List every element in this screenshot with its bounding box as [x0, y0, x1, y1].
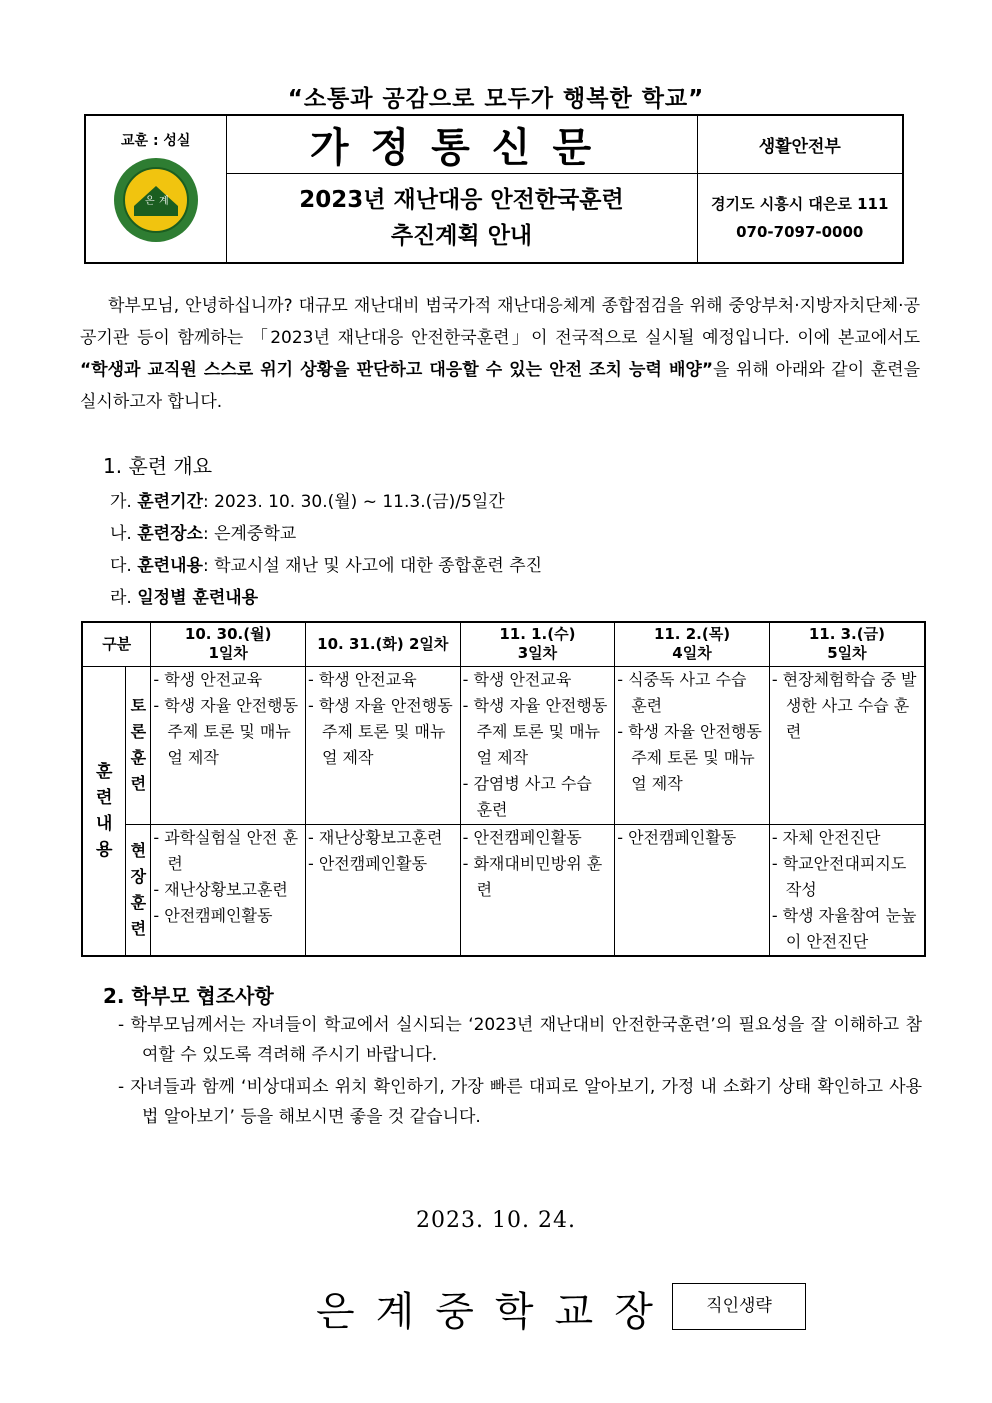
schedule-cell: [615, 666, 770, 824]
subtitle-line1: 2023년 재난대응 안전한국훈련: [299, 187, 624, 213]
logo-cell: [85, 115, 226, 263]
header-day-1: 10. 30.(월) 1일차: [151, 622, 306, 666]
school-seal-icon: [112, 156, 200, 244]
section2-title: 2. 학부모 협조사항: [103, 984, 274, 1008]
seal-omitted-box: 직인생략: [672, 1283, 806, 1330]
item-prefix: 다.: [110, 556, 138, 576]
activity-item: - 학생 자율 안전행동 주제 토론 및 매뉴얼 제작: [463, 693, 613, 771]
item-value: : 2023. 10. 30.(월) ~ 11.3.(금)/5일간: [202, 492, 505, 512]
activity-item: - 과학실험실 안전 훈련: [153, 825, 303, 877]
school-address: 경기도 시흥시 대은로 111: [711, 195, 889, 213]
header-day-3: 11. 1.(수) 3일차: [460, 622, 615, 666]
schedule-cell: [460, 824, 615, 956]
item-value: : 은계중학교: [202, 524, 297, 544]
section1-title: 1. 훈련 개요: [103, 454, 213, 478]
header-category: 구분: [82, 622, 151, 666]
school-motto: 교훈 : 성실: [121, 133, 191, 149]
activity-item: - 학교안전대피지도 작성: [772, 851, 922, 903]
intro-text-1: 학부모님, 안녕하십니까? 대규모 재난대비 범국가적 재난대응체계 종합점검을 위해 중앙부처·지방자치단체·공공기관 등이 함께하는 「2023년 재난대응 안전한국훈련」이 전국적으로 실시될 예정입니다. 이에 본교에서도: [80, 296, 920, 348]
activity-item: - 학생 자율 안전행동 주제 토론 및 매뉴얼 제작: [308, 693, 458, 771]
schedule-cell: [305, 666, 460, 824]
activity-item: - 감염병 사고 수습 훈련: [463, 771, 613, 823]
schedule-table: [81, 621, 926, 957]
contact-cell: [697, 174, 903, 264]
item-label: 일정별 훈련내용: [137, 588, 259, 608]
item-label: 훈련장소: [137, 524, 203, 544]
activity-item: - 안전캠페인활동: [153, 903, 303, 929]
item-prefix: 가.: [110, 492, 138, 512]
row-label: 토 론 훈 련: [126, 666, 151, 824]
header-day-5: 11. 3.(금) 5일차: [769, 622, 925, 666]
overview-item-schedule: [110, 583, 258, 608]
activity-item: - 재난상황보고훈련: [308, 825, 458, 851]
group-label: 훈 련 내 용: [82, 666, 126, 956]
item-label: 훈련기간: [137, 492, 203, 512]
activity-item: - 안전캠페인활동: [308, 851, 458, 877]
activity-item: - 현장체험학습 중 발생한 사고 수습 훈련: [772, 667, 922, 745]
activity-item: - 자체 안전진단: [772, 825, 922, 851]
activity-item: - 화재대비민방위 훈련: [463, 851, 613, 903]
schedule-cell: [151, 666, 306, 824]
header-day-4: 11. 2.(목) 4일차: [615, 622, 770, 666]
activity-item: - 재난상황보고훈련: [153, 877, 303, 903]
letterhead: [84, 114, 904, 264]
activity-item: - 안전캠페인활동: [463, 825, 613, 851]
item-prefix: 라.: [110, 588, 138, 608]
subtitle-line2: 추진계획 안내: [390, 223, 533, 249]
seal-text-right: 계: [158, 196, 169, 207]
cooperation-item-1: - 학부모님께서는 자녀들이 학교에서 실시되는 ‘2023년 재난대비 안전한국훈련’의 필요성을 잘 이해하고 참여할 수 있도록 격려해 주시기 바랍니다.: [118, 1015, 922, 1065]
activity-item: - 학생 안전교육: [463, 667, 613, 693]
school-motto-banner: “소통과 공감으로 모두가 행복한 학교”: [287, 86, 705, 112]
schedule-cell: [460, 666, 615, 824]
activity-item: - 학생 자율참여 눈높이 안전진단: [772, 903, 922, 955]
schedule-cell: [305, 824, 460, 956]
schedule-cell: [615, 824, 770, 956]
intro-paragraph: [80, 290, 920, 418]
intro-text-2: 을 위해 아래와 같이 훈련을 실시하고자 합니다.: [80, 360, 920, 412]
seal-text-left: 은: [144, 196, 155, 207]
item-value: : 학교시설 재난 및 사고에 대한 종합훈련 추진: [202, 556, 543, 576]
school-phone: 070-7097-0000: [736, 223, 864, 241]
intro-bold: “학생과 교직원 스스로 위기 상황을 판단하고 대응할 수 있는 안전 조치 능력 배양”: [80, 360, 714, 380]
row-label: 현 장 훈 련: [126, 824, 151, 956]
header-day-2: 10. 31.(화) 2일차: [305, 622, 460, 666]
item-label: 훈련내용: [137, 556, 203, 576]
activity-item: - 학생 안전교육: [308, 667, 458, 693]
activity-item: - 안전캠페인활동: [617, 825, 767, 851]
activity-item: - 학생 자율 안전행동 주제 토론 및 매뉴얼 제작: [153, 693, 303, 771]
cooperation-item-2: - 자녀들과 함께 ‘비상대피소 위치 확인하기, 가장 빠른 대피로 알아보기, 가정 내 소화기 상태 확인하고 사용법 알아보기’ 등을 해보시면 좋을 것 같습니다.: [118, 1077, 922, 1127]
overview-item-content: [110, 551, 542, 576]
schedule-row: [82, 666, 925, 824]
activity-item: - 학생 자율 안전행동 주제 토론 및 매뉴얼 제작: [617, 719, 767, 797]
activity-item: - 식중독 사고 수습 훈련: [617, 667, 767, 719]
overview-item-period: [110, 487, 505, 512]
principal-signature: 은계중학교장: [316, 1289, 674, 1335]
department-name: 생활안전부: [697, 115, 903, 174]
overview-item-place: [110, 519, 296, 544]
activity-item: - 학생 안전교육: [153, 667, 303, 693]
schedule-header-row: [82, 622, 925, 666]
schedule-cell: [769, 824, 925, 956]
schedule-cell: [769, 666, 925, 824]
schedule-row: [82, 824, 925, 956]
item-prefix: 나.: [110, 524, 138, 544]
subtitle-cell: [226, 174, 697, 264]
issue-date: 2023. 10. 24.: [416, 1208, 576, 1233]
document-title: 가정통신문: [226, 115, 697, 174]
schedule-cell: [151, 824, 306, 956]
